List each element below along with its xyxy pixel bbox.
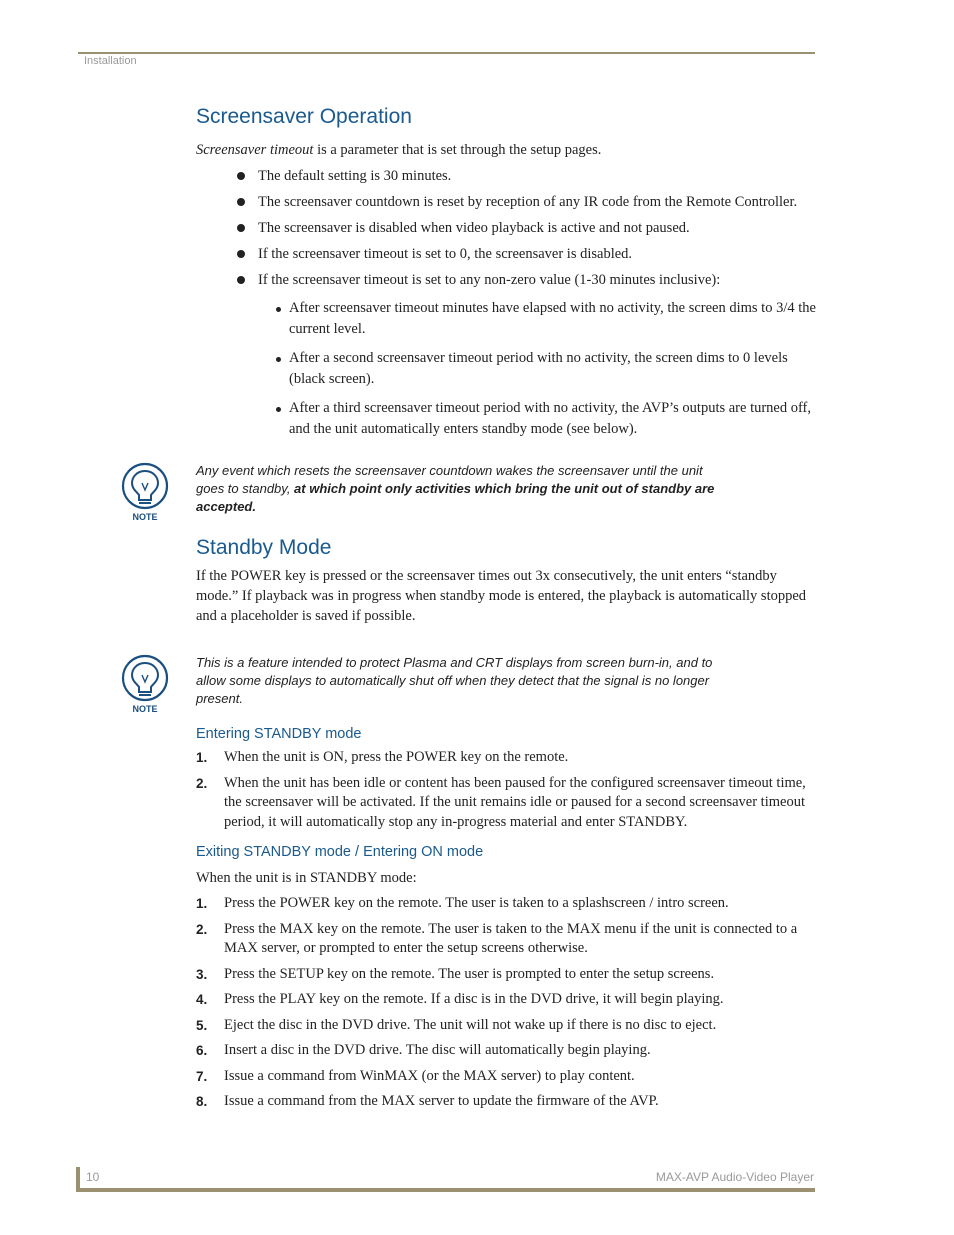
bullet-item: If the screensaver timeout is set to any non-zero value (1-30 minutes inclusive): — [196, 270, 816, 290]
note-text-bold: at which point only activities which bring the unit out of standby are accepted. — [196, 481, 715, 514]
note-icon-label: NOTE — [132, 512, 158, 522]
sub-bullet-item: After a third screensaver timeout period with no activity, the AVP’s outputs are turned off, and the unit automatically enters standby mode (see below). — [196, 398, 816, 440]
standby-section — [196, 535, 816, 626]
exiting-intro: When the unit is in STANDBY mode: — [196, 870, 417, 886]
bullet-item: The screensaver is disabled when video playback is active and not paused. — [196, 218, 816, 238]
screensaver-intro — [196, 140, 816, 160]
standby-paragraph: If the POWER key is pressed or the screensaver times out 3x consecutively, the unit enters “standby mode.” If playback was in progress when standby mode is entered, the playback is automatically stopped and a placeholder is saved if possible. — [196, 568, 807, 625]
step-item — [196, 894, 816, 914]
step-item — [196, 990, 816, 1010]
step-text: Press the PLAY key on the remote. If a disc is in the DVD drive, it will begin playing. — [224, 991, 724, 1007]
step-text: Insert a disc in the DVD drive. The disc will automatically begin playing. — [224, 1042, 651, 1058]
screensaver-bullets — [196, 166, 816, 290]
running-header: Installation — [84, 55, 137, 67]
sub-bullet-item: After screensaver timeout minutes have elapsed with no activity, the screen dims to 3/4 the current level. — [196, 298, 816, 340]
step-text: When the unit has been idle or content has been paused for the configured screensaver timeout time, the screensaver will be activated. If the unit remains idle or paused for a second screensaver timeout period, it will automatically stop any in-progress material and enter STANDBY. — [224, 774, 806, 830]
step-item — [196, 774, 816, 833]
step-number: 5. — [196, 1017, 208, 1033]
step-item — [196, 1041, 816, 1061]
screensaver-intro-rest: is a parameter that is set through the setup pages. — [313, 142, 602, 159]
bullet-item: If the screensaver timeout is set to 0, the screensaver is disabled. — [196, 244, 816, 264]
note-text-normal: Any event which resets the screensaver countdown wakes the screensaver until the unit goes to standby, — [196, 463, 703, 496]
step-item — [196, 920, 816, 959]
screensaver-sub-bullets — [196, 298, 816, 440]
exiting-heading: Exiting STANDBY mode / Entering ON mode — [196, 844, 484, 860]
sub-bullet-item: After a second screensaver timeout period with no activity, the screen dims to 0 levels (black screen). — [196, 348, 816, 390]
step-text: Issue a command from the MAX server to update the firmware of the AVP. — [224, 1093, 659, 1109]
step-text: Issue a command from WinMAX (or the MAX server) to play content. — [224, 1067, 635, 1084]
entering-heading: Entering STANDBY mode — [196, 726, 362, 742]
step-item — [196, 748, 816, 768]
note-lightbulb-icon — [120, 654, 170, 714]
footer-rule — [76, 1188, 815, 1192]
step-number: 7. — [196, 1068, 208, 1084]
step-item — [196, 1067, 816, 1087]
document-title: MAX-AVP Audio-Video Player — [655, 1170, 814, 1184]
bullet-item: The screensaver countdown is reset by reception of any IR code from the Remote Controller. — [196, 192, 816, 212]
step-number: 2. — [196, 921, 208, 937]
step-text: Press the SETUP key on the remote. The user is prompted to enter the setup screens. — [224, 965, 715, 982]
header-rule — [78, 52, 815, 54]
note-lightbulb-icon — [120, 462, 170, 522]
step-text: Eject the disc in the DVD drive. The unit will not wake up if there is no disc to eject. — [224, 1016, 717, 1033]
step-item — [196, 1092, 816, 1112]
step-text: Press the POWER key on the remote. The user is taken to a splashscreen / intro screen. — [224, 895, 729, 911]
note-icon-label: NOTE — [132, 704, 158, 714]
step-number: 3. — [196, 966, 208, 982]
page-content — [196, 104, 816, 440]
step-number: 4. — [196, 992, 208, 1007]
step-text: When the unit is ON, press the POWER key on the remote. — [224, 749, 569, 765]
note-text — [196, 462, 726, 516]
step-number: 6. — [196, 1043, 208, 1058]
bullet-item: The default setting is 30 minutes. — [196, 166, 816, 186]
screensaver-heading: Screensaver Operation — [196, 105, 412, 128]
step-number: 8. — [196, 1094, 208, 1109]
step-number: 1. — [196, 896, 208, 911]
step-text: Press the MAX key on the remote. The user is taken to the MAX menu if the unit is connected to a MAX server, or prompted to enter the setup screens otherwise. — [224, 920, 798, 956]
step-item — [196, 1016, 816, 1036]
step-number: 2. — [196, 775, 208, 791]
page-number: 10 — [86, 1170, 100, 1184]
step-item — [196, 965, 816, 985]
standby-heading: Standby Mode — [196, 536, 332, 559]
entering-steps — [196, 748, 816, 832]
note-text: This is a feature intended to protect Plasma and CRT displays from screen burn-in, and to allow some displays to automatically shut off when they detect that the signal is no longer present. — [196, 655, 713, 706]
step-number: 1. — [196, 750, 208, 765]
entering-section — [196, 726, 816, 1112]
screensaver-timeout-term: Screensaver timeout — [196, 142, 314, 159]
exiting-steps — [196, 894, 816, 1112]
